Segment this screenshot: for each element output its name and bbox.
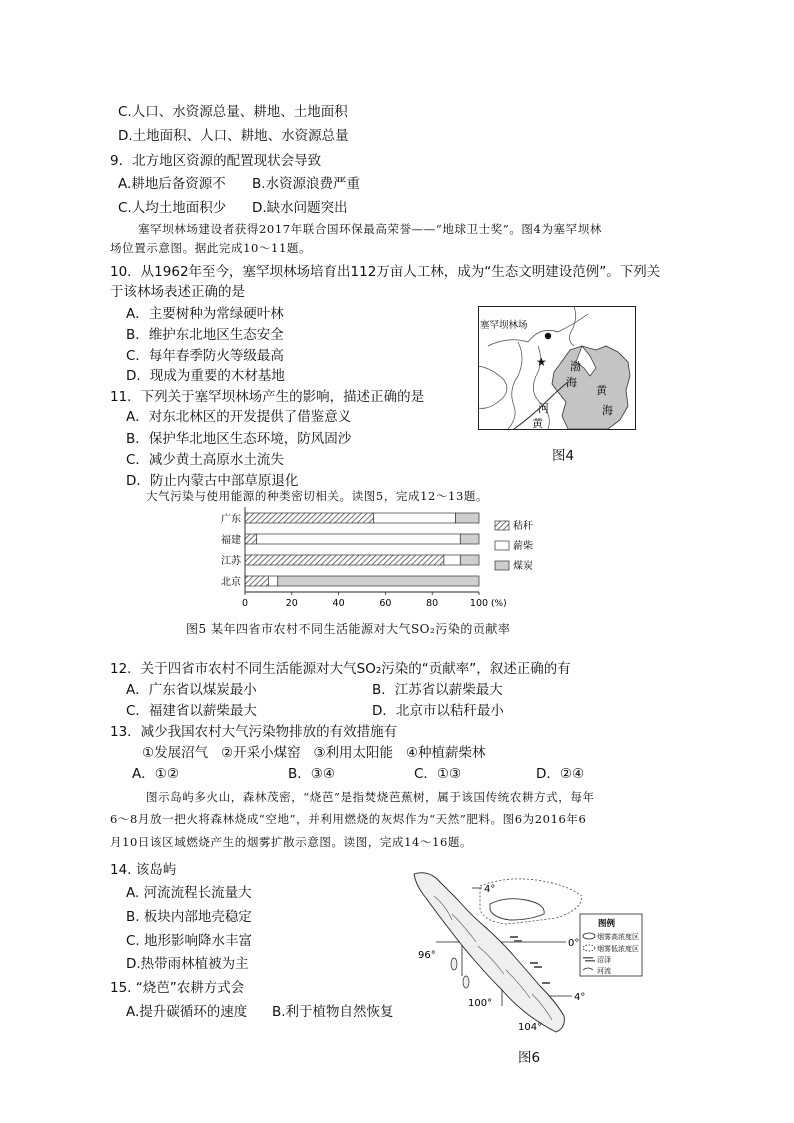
x-tick-label: 0 bbox=[241, 598, 249, 609]
q13-option-c: C．①③ bbox=[414, 766, 462, 782]
q11-stem: 11．下列关于塞罕坝林场产生的影响，描述正确的是 bbox=[110, 389, 425, 405]
beijing-star-icon: ★ bbox=[536, 355, 547, 369]
x-tick-label: 100 bbox=[469, 598, 489, 609]
q10-option-d: D．现成为重要的木材基地 bbox=[126, 368, 285, 384]
q9-option-d: D.缺水问题突出 bbox=[252, 200, 348, 216]
legend-river-label: 河流 bbox=[597, 967, 611, 975]
label-bohai-2: 海 bbox=[566, 376, 577, 389]
lon-label-104: 104° bbox=[518, 1022, 543, 1033]
q12-option-c: C．福建省以薪柴最大 bbox=[126, 703, 257, 719]
figure-4-map bbox=[478, 306, 636, 430]
category-label: 福建 bbox=[221, 535, 241, 546]
lat-label-0: 0° bbox=[568, 938, 580, 949]
bar-segment-2 bbox=[444, 555, 460, 565]
intro-fig6-line3: 月10日该区域燃烧产生的烟雾扩散示意图。读图，完成14～16题。 bbox=[110, 835, 473, 849]
legend-title: 图例 bbox=[598, 919, 616, 929]
q9-option-b: B.水资源浪费严重 bbox=[252, 176, 361, 192]
bar-segment-2 bbox=[268, 576, 277, 586]
label-huanghai-2: 海 bbox=[602, 404, 613, 417]
smoke-high-area bbox=[490, 899, 544, 920]
legend-swamp-label: 沼泽 bbox=[597, 956, 611, 964]
q12-option-d: D．北京市以秸秆最小 bbox=[372, 703, 504, 719]
intro-fig4-line1: 塞罕坝林场建设者获得2017年联合国环保最高荣誉——“地球卫士奖”。图4为塞罕坝林 bbox=[138, 222, 602, 236]
x-tick-label: 40 bbox=[332, 598, 345, 609]
intro-fig5: 大气污染与使用能源的种类密切相关。读图5，完成12～13题。 bbox=[146, 489, 489, 503]
q14-option-b: B. 板块内部地壳稳定 bbox=[126, 909, 252, 925]
q13-items: ①发展沼气 ②开采小煤窑 ③利用太阳能 ④种植薪柴林 bbox=[142, 745, 486, 761]
figure-4-caption: 图4 bbox=[552, 448, 575, 464]
q15-stem: 15. “烧芭”农耕方式会 bbox=[110, 980, 245, 996]
q15-option-b: B.利于植物自然恢复 bbox=[272, 1004, 394, 1020]
small-island bbox=[463, 976, 469, 988]
legend-high-label: 烟雾高浓度区 bbox=[597, 933, 639, 941]
x-tick-label: 80 bbox=[426, 598, 439, 609]
q14-stem: 14. 该岛屿 bbox=[110, 862, 177, 878]
q13-stem: 13．减少我国农村大气污染物排放的有效措施有 bbox=[110, 724, 398, 740]
q12-option-b: B．江苏省以薪柴最大 bbox=[372, 682, 503, 698]
figure-6-legend bbox=[580, 914, 642, 976]
x-axis-unit: (%) bbox=[491, 599, 507, 609]
q11-option-b: B．保护华北地区生态环境，防风固沙 bbox=[126, 431, 352, 447]
category-label: 广东 bbox=[221, 514, 241, 525]
q10-stem-line1: 10．从1962年至今，塞罕坝林场培育出112万亩人工林，成为“生态文明建设范例”。下列关 bbox=[110, 264, 661, 280]
q14-option-a: A. 河流流程长流量大 bbox=[126, 885, 252, 901]
legend-swatch bbox=[495, 561, 509, 570]
bar-segment-3 bbox=[456, 513, 479, 523]
category-label: 北京 bbox=[221, 577, 241, 588]
q15-option-a: A.提升碳循环的速度 bbox=[126, 1004, 248, 1020]
q12-stem: 12．关于四省市农村不同生活能源对大气SO₂污染的“贡献率”，叙述正确的有 bbox=[110, 661, 571, 677]
x-tick-label: 60 bbox=[379, 598, 392, 609]
bar-segment-3 bbox=[278, 576, 479, 586]
bar-segment-3 bbox=[460, 534, 479, 544]
bar-segment-2 bbox=[257, 534, 461, 544]
intro-fig6-line2: 6～8月放一把火将森林烧成“空地”，并利用燃烧的灰烬作为“天然”肥料。图6为2016年6 bbox=[110, 812, 587, 826]
figure-5-chart bbox=[205, 505, 550, 617]
category-label: 江苏 bbox=[221, 556, 241, 567]
legend-low-label: 烟雾低浓度区 bbox=[597, 945, 639, 953]
small-island bbox=[451, 958, 457, 970]
q13-option-d: D．②④ bbox=[536, 766, 585, 782]
q13-option-b: B．③④ bbox=[288, 766, 335, 782]
q14-option-c: C. 地形影响降水丰富 bbox=[126, 933, 253, 949]
q11-option-a: A．对东北林区的开发提供了借鉴意义 bbox=[126, 409, 352, 425]
label-river-2: 黄 bbox=[532, 417, 543, 430]
bar-segment-1 bbox=[245, 534, 257, 544]
figure-5-caption: 图5 某年四省市农村不同生活能源对大气SO₂污染的贡献率 bbox=[186, 622, 511, 636]
label-huanghai-1: 黄 bbox=[596, 384, 607, 397]
legend-swatch bbox=[495, 521, 509, 530]
q9-stem: 9．北方地区资源的配置现状会导致 bbox=[110, 153, 322, 169]
q11-option-c: C．减少黄土高原水土流失 bbox=[126, 452, 284, 468]
x-tick-label: 20 bbox=[285, 598, 298, 609]
bar-segment-1 bbox=[245, 513, 374, 523]
bar-segment-1 bbox=[245, 576, 268, 586]
legend-label: 秸秆 bbox=[513, 521, 533, 532]
label-river-1: 河 bbox=[538, 402, 549, 415]
lon-label-100: 100° bbox=[468, 998, 493, 1009]
lat-label-4n: 4° bbox=[484, 884, 496, 895]
legend-label: 煤炭 bbox=[513, 561, 533, 572]
q10-option-c: C．每年春季防火等级最高 bbox=[126, 348, 284, 364]
intro-fig6-line1: 图示岛屿多火山，森林茂密，“烧芭”是指焚烧芭蕉树，属于该国传统农耕方式，每年 bbox=[146, 790, 595, 804]
q14-option-d: D.热带雨林植被为主 bbox=[126, 956, 249, 972]
q10-option-b: B．维护东北地区生态安全 bbox=[126, 327, 284, 343]
q8-option-c: C.人口、水资源总量、耕地、土地面积 bbox=[118, 104, 348, 120]
q11-option-d: D．防止内蒙古中部草原退化 bbox=[126, 473, 299, 489]
label-bohai-1: 渤 bbox=[570, 360, 581, 373]
bar-segment-1 bbox=[245, 555, 444, 565]
legend-swatch bbox=[495, 541, 509, 550]
figure-6-map bbox=[406, 866, 644, 1036]
q13-option-a: A．①② bbox=[132, 766, 179, 782]
bar-segment-2 bbox=[374, 513, 456, 523]
bar-segment-3 bbox=[460, 555, 479, 565]
q12-option-a: A．广东省以煤炭最小 bbox=[126, 682, 257, 698]
q9-option-a: A.耕地后备资源不 bbox=[118, 176, 226, 192]
lat-label-4s: 4° bbox=[574, 992, 586, 1003]
figure-6-caption: 图6 bbox=[518, 1050, 541, 1066]
label-saihanba: 塞罕坝林场 bbox=[480, 320, 528, 331]
q8-option-d: D.土地面积、人口、耕地、水资源总量 bbox=[118, 128, 349, 144]
intro-fig4-line2: 场位置示意图。据此完成10～11题。 bbox=[110, 241, 312, 255]
q10-stem-line2: 于该林场表述正确的是 bbox=[110, 284, 245, 300]
q9-option-c: C.人均土地面积少 bbox=[118, 200, 227, 216]
legend-label: 薪柴 bbox=[513, 541, 533, 552]
q10-option-a: A．主要树种为常绿硬叶林 bbox=[126, 306, 284, 322]
lon-label-96: 96° bbox=[418, 950, 436, 961]
saihanba-location-dot bbox=[545, 333, 551, 339]
